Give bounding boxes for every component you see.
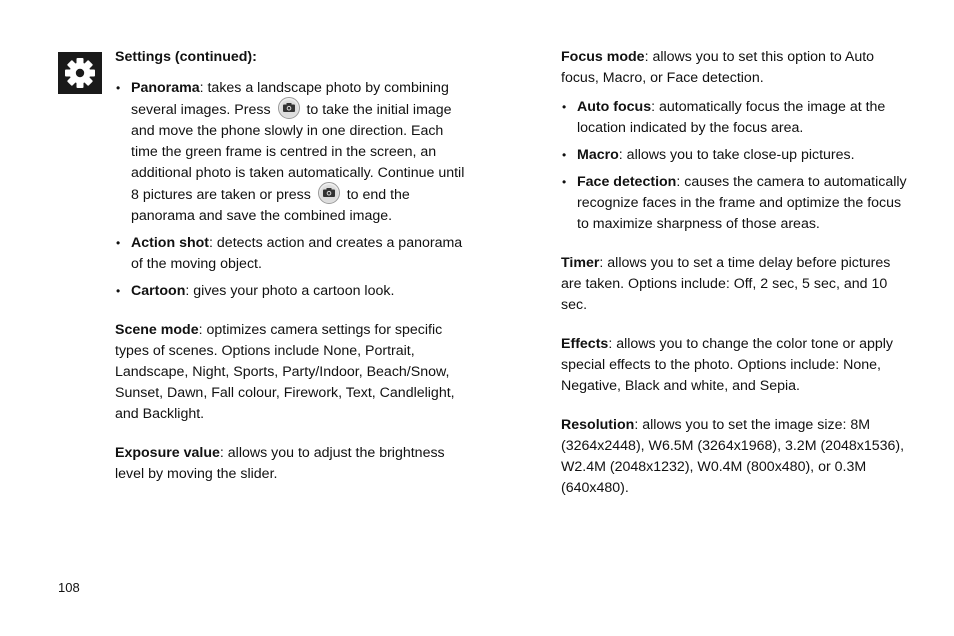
right-column <box>561 47 911 517</box>
exposure-value-paragraph: Exposure value: allows you to adjust the brightness level by moving the slider. <box>115 445 445 482</box>
effects-paragraph: Effects: allows you to change the color tone or apply special effects to the photo. Options include: None, Negative, Black and white, and Sepia. <box>561 336 894 394</box>
page-number: 108 <box>58 580 80 595</box>
list-item-panorama: • Panorama: takes a landscape photo by combining several images. Press to take the initial image and move the phone slowly in one direction. Each time the green frame is centred in the screen, an additional photo is taken automatically. Continue until 8 pictures are taken or press to end the panorama and save the combined image. <box>115 78 465 227</box>
list-item-action-shot: • Action shot: detects action and creates a panorama of the moving object. <box>115 233 465 275</box>
gear-icon <box>58 52 102 94</box>
camera-icon <box>318 182 340 204</box>
mode-list <box>115 78 465 302</box>
list-item-auto-focus: • Auto focus: automatically focus the image at the location indicated by the focus area. <box>561 97 911 139</box>
section-heading: Settings (continued): <box>115 49 257 65</box>
focus-mode-paragraph: Focus mode: allows you to set this option to Auto focus, Macro, or Face detection. <box>561 49 875 86</box>
list-item-cartoon: • Cartoon: gives your photo a cartoon look. <box>115 281 465 302</box>
focus-mode-list <box>561 97 911 235</box>
scene-mode-paragraph: Scene mode: optimizes camera settings for specific types of scenes. Options include None, Portrait, Landscape, Night, Sports, Party/Indoor, Beach/Snow, Sunset, Dawn, Fall colour, Firework, Text, Candlelight, and Backlight. <box>115 322 455 422</box>
list-item-macro: • Macro: allows you to take close-up pictures. <box>561 145 911 166</box>
list-item-face-detection: • Face detection: causes the camera to automatically recognize faces in the frame and optimize the focus to maximize sharpness of those areas. <box>561 172 911 235</box>
resolution-paragraph: Resolution: allows you to set the image size: 8M (3264x2448), W6.5M (3264x1968), 3.2M (2048x1536), W2.4M (2048x1232), W0.4M (800x480), or 0.3M (640x480). <box>561 417 905 496</box>
camera-icon <box>278 97 300 119</box>
timer-paragraph: Timer: allows you to set a time delay before pictures are taken. Options include: Off, 2 sec, 5 sec, and 10 sec. <box>561 255 891 313</box>
left-column <box>115 47 465 503</box>
